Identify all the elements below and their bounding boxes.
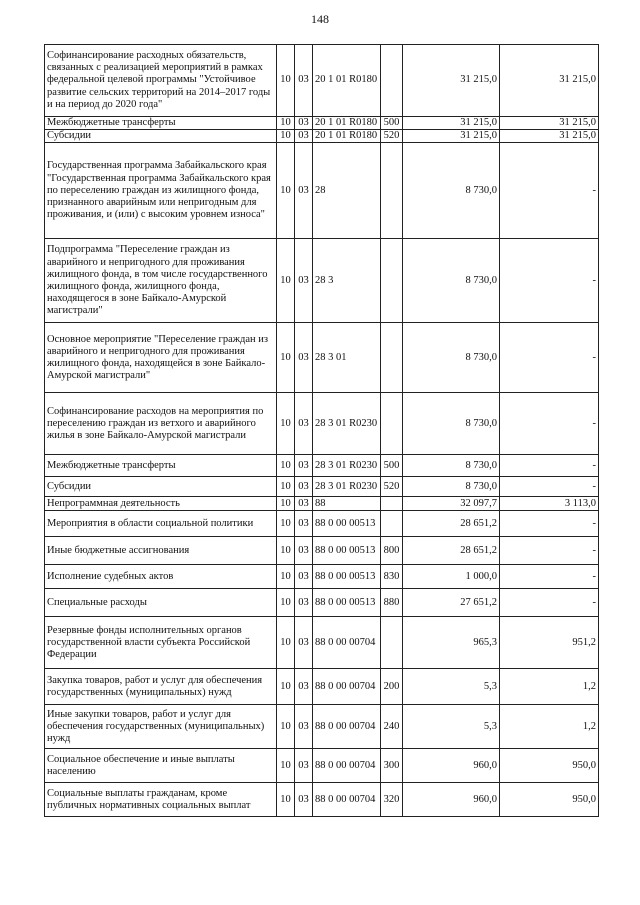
row-section-code: 10 (277, 117, 295, 130)
row-amount-total: 8 730,0 (403, 455, 500, 477)
row-amount-federal: - (500, 589, 599, 617)
row-subsection-code: 03 (295, 239, 313, 323)
row-name: Софинансирование расходных обязательств, связанных с реализацией мероприятий в рамках федеральной целевой программы "Устойчивое развитие сельских территорий на 2014–2017 годы и на период до 2020 года" (45, 45, 277, 117)
row-amount-total: 5,3 (403, 669, 500, 705)
table-row (45, 705, 599, 749)
row-expense-type: 320 (381, 783, 403, 817)
row-name: Социальные выплаты гражданам, кроме публичных нормативных социальных выплат (45, 783, 277, 817)
row-amount-total: 8 730,0 (403, 393, 500, 455)
row-amount-federal: 31 215,0 (500, 117, 599, 130)
row-expense-type (381, 497, 403, 511)
row-name: Резервные фонды исполнительных органов государственной власти субъекта Российской Федерации (45, 617, 277, 669)
row-name: Основное мероприятие "Переселение граждан из аварийного и непригодного для проживания жилищного фонда, находящейся в зоне Байкало-Амурской магистрали" (45, 323, 277, 393)
row-section-code: 10 (277, 45, 295, 117)
row-name: Софинансирование расходов на мероприятия по переселению граждан из ветхого и аварийного жилья в зоне Байкало-Амурской магистрали (45, 393, 277, 455)
row-name: Непрограммная деятельность (45, 497, 277, 511)
row-expense-type (381, 617, 403, 669)
table-row (45, 117, 599, 130)
row-subsection-code: 03 (295, 143, 313, 239)
row-expense-type: 520 (381, 130, 403, 143)
table-row (45, 589, 599, 617)
page-number: 148 (311, 12, 329, 26)
budget-table (44, 44, 599, 817)
row-target-article: 20 1 01 R0180 (313, 130, 381, 143)
row-amount-federal: - (500, 455, 599, 477)
row-target-article: 88 0 00 00513 (313, 537, 381, 565)
row-subsection-code: 03 (295, 45, 313, 117)
row-subsection-code: 03 (295, 511, 313, 537)
row-section-code: 10 (277, 497, 295, 511)
row-amount-federal: - (500, 393, 599, 455)
table-row (45, 239, 599, 323)
row-subsection-code: 03 (295, 783, 313, 817)
row-name: Иные бюджетные ассигнования (45, 537, 277, 565)
row-expense-type (381, 511, 403, 537)
row-amount-federal: - (500, 323, 599, 393)
row-subsection-code: 03 (295, 393, 313, 455)
row-section-code: 10 (277, 455, 295, 477)
row-target-article: 28 3 01 R0230 (313, 393, 381, 455)
table-row (45, 143, 599, 239)
table-row (45, 497, 599, 511)
row-section-code: 10 (277, 511, 295, 537)
row-amount-total: 31 215,0 (403, 45, 500, 117)
row-subsection-code: 03 (295, 749, 313, 783)
row-subsection-code: 03 (295, 589, 313, 617)
row-section-code: 10 (277, 783, 295, 817)
row-name: Закупка товаров, работ и услуг для обеспечения государственных (муниципальных) нужд (45, 669, 277, 705)
row-amount-federal: - (500, 511, 599, 537)
row-amount-federal: 1,2 (500, 705, 599, 749)
row-amount-total: 8 730,0 (403, 143, 500, 239)
row-expense-type (381, 323, 403, 393)
row-subsection-code: 03 (295, 477, 313, 497)
row-section-code: 10 (277, 239, 295, 323)
row-section-code: 10 (277, 323, 295, 393)
row-target-article: 20 1 01 R0180 (313, 45, 381, 117)
row-target-article: 20 1 01 R0180 (313, 117, 381, 130)
row-amount-federal: - (500, 239, 599, 323)
row-amount-total: 1 000,0 (403, 565, 500, 589)
row-section-code: 10 (277, 589, 295, 617)
row-name: Мероприятия в области социальной политики (45, 511, 277, 537)
row-expense-type (381, 393, 403, 455)
table-row (45, 130, 599, 143)
row-name: Межбюджетные трансферты (45, 117, 277, 130)
row-target-article: 88 (313, 497, 381, 511)
row-amount-federal: - (500, 537, 599, 565)
row-amount-total: 8 730,0 (403, 477, 500, 497)
row-amount-total: 5,3 (403, 705, 500, 749)
row-amount-federal: 1,2 (500, 669, 599, 705)
table-row (45, 477, 599, 497)
row-amount-federal: 950,0 (500, 749, 599, 783)
table-row (45, 617, 599, 669)
table-row (45, 393, 599, 455)
row-amount-total: 960,0 (403, 749, 500, 783)
row-subsection-code: 03 (295, 323, 313, 393)
row-section-code: 10 (277, 565, 295, 589)
row-name: Исполнение судебных актов (45, 565, 277, 589)
row-amount-federal: 950,0 (500, 783, 599, 817)
row-name: Специальные расходы (45, 589, 277, 617)
row-target-article: 88 0 00 00513 (313, 589, 381, 617)
row-amount-total: 31 215,0 (403, 130, 500, 143)
row-expense-type (381, 239, 403, 323)
table-row (45, 455, 599, 477)
row-expense-type: 500 (381, 117, 403, 130)
row-expense-type: 240 (381, 705, 403, 749)
row-amount-total: 8 730,0 (403, 323, 500, 393)
row-target-article: 88 0 00 00513 (313, 511, 381, 537)
row-name: Субсидии (45, 130, 277, 143)
row-subsection-code: 03 (295, 669, 313, 705)
row-section-code: 10 (277, 537, 295, 565)
table-row (45, 749, 599, 783)
row-expense-type (381, 45, 403, 117)
row-section-code: 10 (277, 143, 295, 239)
row-target-article: 88 0 00 00704 (313, 705, 381, 749)
row-amount-total: 28 651,2 (403, 511, 500, 537)
row-subsection-code: 03 (295, 455, 313, 477)
row-target-article: 28 3 (313, 239, 381, 323)
row-name: Субсидии (45, 477, 277, 497)
row-section-code: 10 (277, 393, 295, 455)
row-expense-type (381, 143, 403, 239)
row-amount-total: 8 730,0 (403, 239, 500, 323)
row-target-article: 88 0 00 00513 (313, 565, 381, 589)
row-amount-federal: - (500, 477, 599, 497)
row-amount-federal: 3 113,0 (500, 497, 599, 511)
row-target-article: 28 3 01 R0230 (313, 455, 381, 477)
row-expense-type: 830 (381, 565, 403, 589)
row-section-code: 10 (277, 749, 295, 783)
table-row (45, 45, 599, 117)
row-expense-type: 880 (381, 589, 403, 617)
row-amount-total: 28 651,2 (403, 537, 500, 565)
row-section-code: 10 (277, 705, 295, 749)
row-target-article: 28 (313, 143, 381, 239)
row-name: Межбюджетные трансферты (45, 455, 277, 477)
row-amount-federal: 951,2 (500, 617, 599, 669)
row-section-code: 10 (277, 669, 295, 705)
row-subsection-code: 03 (295, 705, 313, 749)
row-name: Подпрограмма "Переселение граждан из аварийного и непригодного для проживания жилищного фонда, в том числе государственного жилищного фонда, жилищного фонда, находящегося в зоне Байкало-Амурской магистрали" (45, 239, 277, 323)
row-subsection-code: 03 (295, 497, 313, 511)
row-subsection-code: 03 (295, 130, 313, 143)
row-target-article: 88 0 00 00704 (313, 669, 381, 705)
table-row (45, 511, 599, 537)
row-name: Государственная программа Забайкальского края "Государственная программа Забайкальского края по переселению граждан из жилищного фонда, признанного аварийным или непригодным для проживания, и (или) с высоким уровнем износа" (45, 143, 277, 239)
row-target-article: 88 0 00 00704 (313, 783, 381, 817)
row-amount-total: 32 097,7 (403, 497, 500, 511)
row-amount-total: 31 215,0 (403, 117, 500, 130)
row-amount-federal: 31 215,0 (500, 45, 599, 117)
row-name: Иные закупки товаров, работ и услуг для обеспечения государственных (муниципальных) нужд (45, 705, 277, 749)
row-subsection-code: 03 (295, 537, 313, 565)
table-row (45, 323, 599, 393)
table-row (45, 669, 599, 705)
row-expense-type: 500 (381, 455, 403, 477)
row-subsection-code: 03 (295, 565, 313, 589)
row-target-article: 28 3 01 R0230 (313, 477, 381, 497)
row-subsection-code: 03 (295, 117, 313, 130)
table-row (45, 565, 599, 589)
table-row (45, 783, 599, 817)
row-section-code: 10 (277, 617, 295, 669)
row-section-code: 10 (277, 130, 295, 143)
row-expense-type: 200 (381, 669, 403, 705)
row-target-article: 88 0 00 00704 (313, 749, 381, 783)
row-expense-type: 800 (381, 537, 403, 565)
row-subsection-code: 03 (295, 617, 313, 669)
row-amount-federal: - (500, 143, 599, 239)
row-expense-type: 520 (381, 477, 403, 497)
row-expense-type: 300 (381, 749, 403, 783)
budget-table-body (45, 45, 599, 817)
row-amount-total: 965,3 (403, 617, 500, 669)
row-amount-federal: 31 215,0 (500, 130, 599, 143)
table-row (45, 537, 599, 565)
row-section-code: 10 (277, 477, 295, 497)
row-target-article: 28 3 01 (313, 323, 381, 393)
row-amount-total: 27 651,2 (403, 589, 500, 617)
row-amount-total: 960,0 (403, 783, 500, 817)
row-amount-federal: - (500, 565, 599, 589)
row-target-article: 88 0 00 00704 (313, 617, 381, 669)
row-name: Социальное обеспечение и иные выплаты населению (45, 749, 277, 783)
